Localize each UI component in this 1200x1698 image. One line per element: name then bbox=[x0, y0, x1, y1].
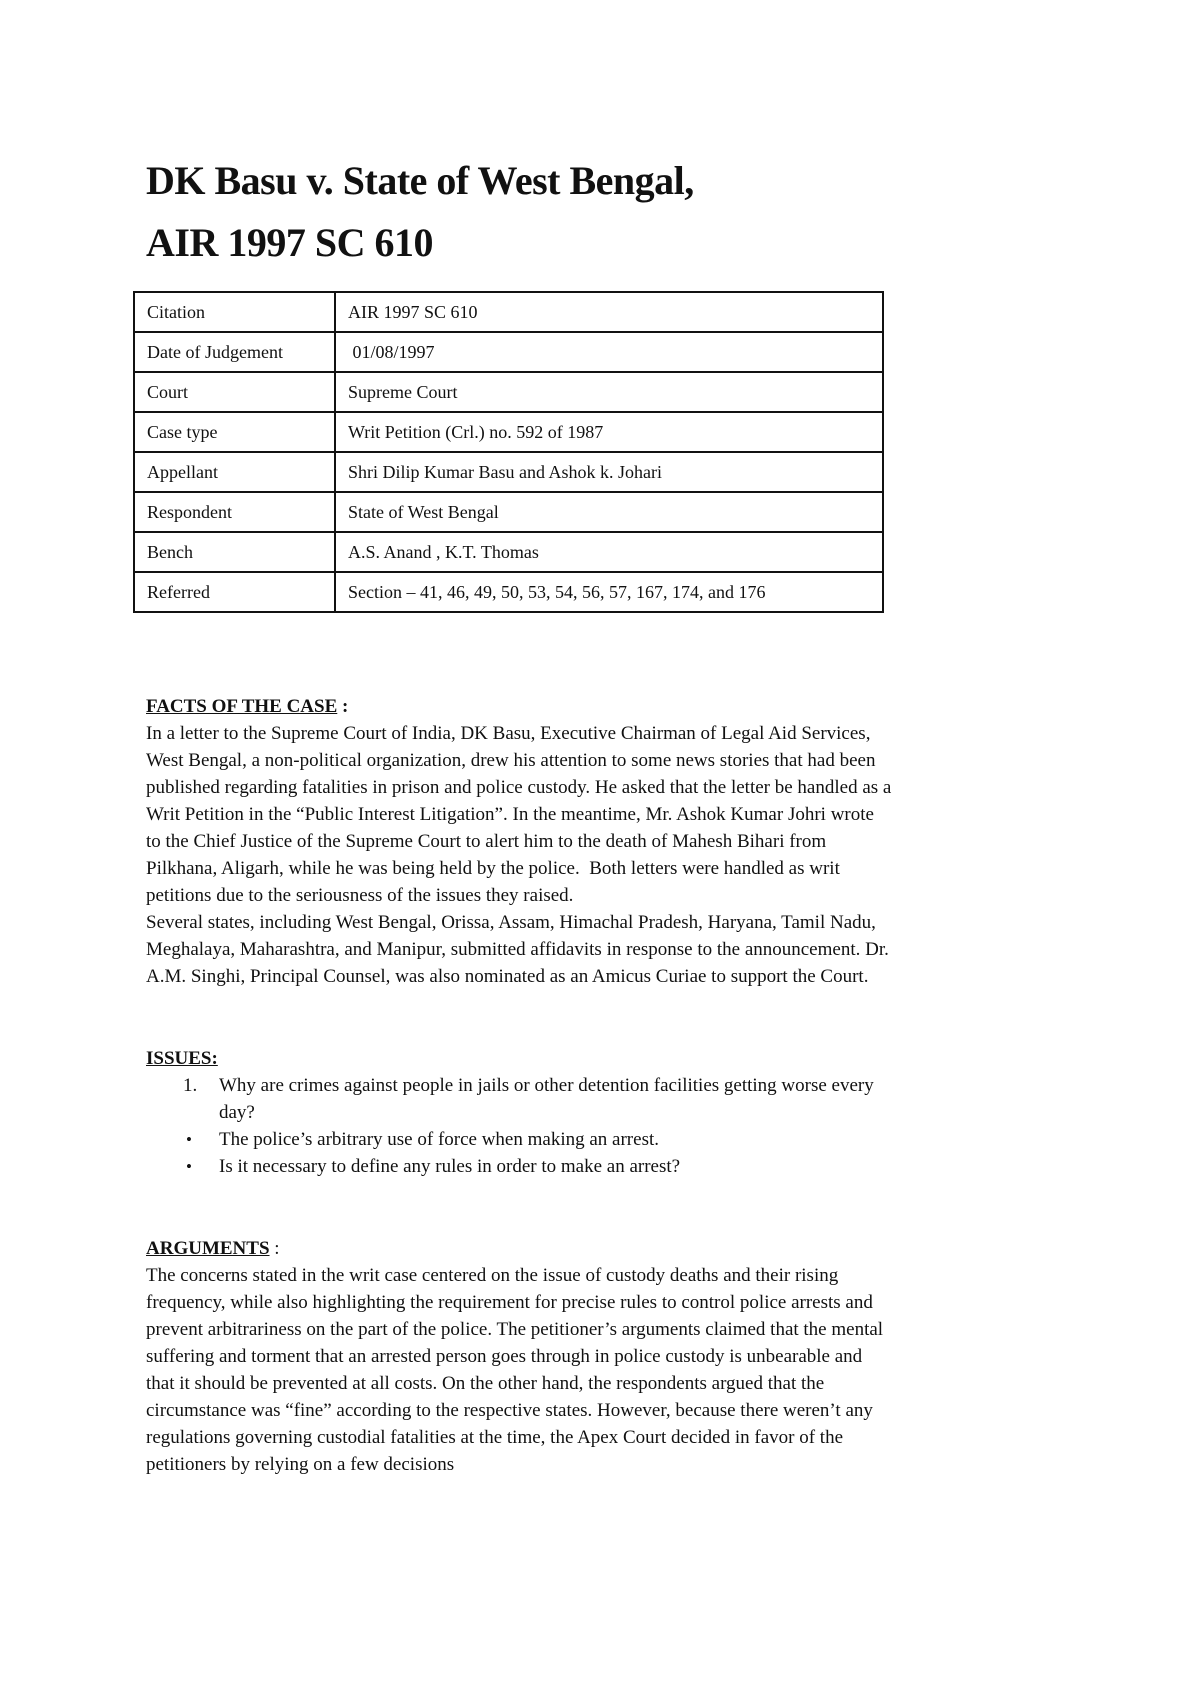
table-key: Date of Judgement bbox=[134, 332, 335, 372]
table-value: Shri Dilip Kumar Basu and Ashok k. Johari bbox=[335, 452, 883, 492]
list-number: 1. bbox=[183, 1075, 198, 1096]
arguments-heading: ARGUMENTS bbox=[146, 1238, 270, 1259]
table-key: Bench bbox=[134, 532, 335, 572]
table-row bbox=[134, 412, 883, 452]
arguments-line: that it should be prevented at all costs. On the other hand, the respondents argued that the bbox=[146, 1373, 825, 1394]
table-value: 01/08/1997 bbox=[335, 332, 883, 372]
facts-line: A.M. Singhi, Principal Counsel, was also nominated as an Amicus Curiae to support the Court. bbox=[146, 966, 869, 987]
arguments-line: prevent arbitrariness on the part of the police. The petitioner’s arguments claimed that the mental bbox=[146, 1319, 884, 1340]
title-line-1: DK Basu v. State of West Bengal, bbox=[146, 158, 694, 203]
bullet-icon: • bbox=[186, 1157, 192, 1176]
arguments-heading-line bbox=[146, 1235, 1066, 1262]
table-row bbox=[134, 372, 883, 412]
bullet-icon: • bbox=[186, 1130, 192, 1149]
document-title bbox=[146, 150, 694, 274]
facts-line: published regarding fatalities in prison and police custody. He asked that the letter be handled as a bbox=[146, 777, 892, 798]
facts-section bbox=[146, 693, 1066, 990]
facts-line: Pilkhana, Aligarh, while he was being held by the police. Both letters were handled as writ bbox=[146, 858, 840, 879]
table-key: Court bbox=[134, 372, 335, 412]
facts-line: Several states, including West Bengal, Orissa, Assam, Himachal Pradesh, Haryana, Tamil Nadu, bbox=[146, 912, 876, 933]
facts-line: petitions due to the seriousness of the issues they raised. bbox=[146, 885, 574, 906]
facts-line: to the Chief Justice of the Supreme Court to alert him to the death of Mahesh Bihari from bbox=[146, 831, 827, 852]
table-key: Respondent bbox=[134, 492, 335, 532]
facts-line: West Bengal, a non-political organization, drew his attention to some news stories that had been bbox=[146, 750, 876, 771]
issues-heading: ISSUES: bbox=[146, 1048, 218, 1069]
table-value: Writ Petition (Crl.) no. 592 of 1987 bbox=[335, 412, 883, 452]
arguments-section bbox=[146, 1235, 1066, 1478]
arguments-heading-suffix: : bbox=[269, 1238, 280, 1259]
table-key: Appellant bbox=[134, 452, 335, 492]
issues-heading-line bbox=[146, 1045, 1066, 1072]
title-line-2: AIR 1997 SC 610 bbox=[146, 220, 433, 265]
table-row bbox=[134, 532, 883, 572]
issues-list bbox=[146, 1072, 1066, 1180]
issues-section bbox=[146, 1045, 1066, 1180]
list-item-text: Why are crimes against people in jails or other detention facilities getting worse every bbox=[219, 1075, 874, 1096]
table-value: Section – 41, 46, 49, 50, 53, 54, 56, 57, 167, 174, and 176 bbox=[335, 572, 883, 612]
facts-heading-suffix: : bbox=[337, 696, 349, 717]
table-row bbox=[134, 452, 883, 492]
table-row bbox=[134, 572, 883, 612]
arguments-line: circumstance was “fine” according to the respective states. However, because there weren’t any bbox=[146, 1400, 873, 1421]
arguments-line: petitioners by relying on a few decisions bbox=[146, 1454, 455, 1475]
facts-line: Meghalaya, Maharashtra, and Manipur, submitted affidavits in response to the announcement. Dr. bbox=[146, 939, 889, 960]
list-item bbox=[146, 1153, 1066, 1180]
table-key: Referred bbox=[134, 572, 335, 612]
table-value: AIR 1997 SC 610 bbox=[335, 292, 883, 332]
table-value: Supreme Court bbox=[335, 372, 883, 412]
facts-heading-line bbox=[146, 693, 1066, 720]
list-item bbox=[146, 1126, 1066, 1153]
table-row bbox=[134, 292, 883, 332]
arguments-line: frequency, while also highlighting the requirement for precise rules to control police arrests and bbox=[146, 1292, 873, 1313]
facts-line: Writ Petition in the “Public Interest Litigation”. In the meantime, Mr. Ashok Kumar Johri wrote bbox=[146, 804, 874, 825]
arguments-line: regulations governing custodial fatalities at the time, the Apex Court decided in favor of the bbox=[146, 1427, 843, 1448]
list-item-text: Is it necessary to define any rules in order to make an arrest? bbox=[219, 1156, 681, 1177]
table-key: Case type bbox=[134, 412, 335, 452]
arguments-line: suffering and torment that an arrested person goes through in police custody is unbearable and bbox=[146, 1346, 863, 1367]
facts-line: In a letter to the Supreme Court of India, DK Basu, Executive Chairman of Legal Aid Services, bbox=[146, 723, 871, 744]
table-row bbox=[134, 492, 883, 532]
list-item bbox=[146, 1072, 1066, 1126]
table-row bbox=[134, 332, 883, 372]
table-value: A.S. Anand , K.T. Thomas bbox=[335, 532, 883, 572]
arguments-line: The concerns stated in the writ case centered on the issue of custody deaths and their rising bbox=[146, 1265, 839, 1286]
list-item-text: day? bbox=[219, 1102, 255, 1123]
table-key: Citation bbox=[134, 292, 335, 332]
list-item-text: The police’s arbitrary use of force when making an arrest. bbox=[219, 1129, 659, 1150]
table-value: State of West Bengal bbox=[335, 492, 883, 532]
facts-heading: FACTS OF THE CASE bbox=[146, 696, 338, 717]
case-details-table bbox=[133, 291, 884, 613]
